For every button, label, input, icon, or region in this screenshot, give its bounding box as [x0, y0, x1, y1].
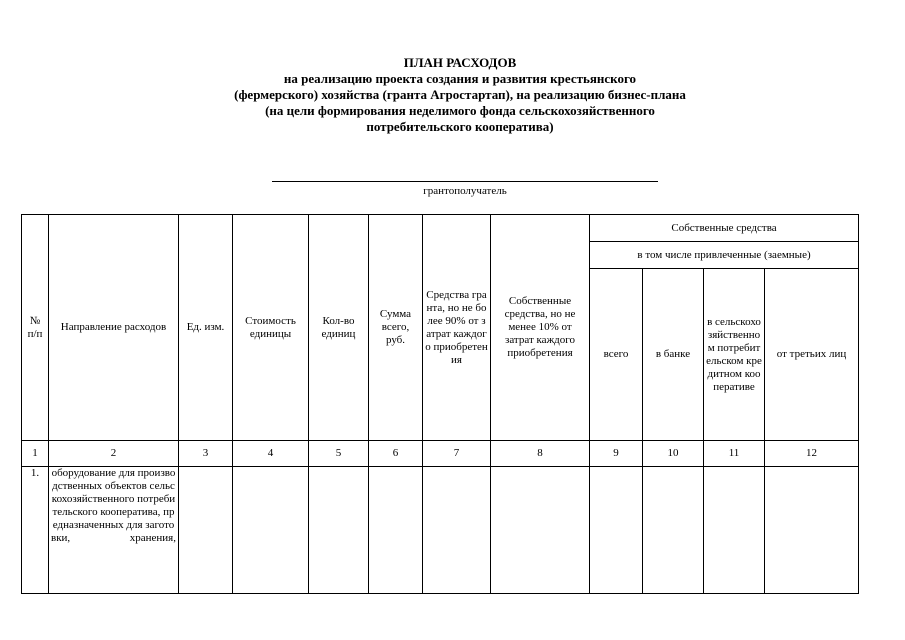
column-number: 10	[643, 441, 704, 467]
row-cell-quantity[interactable]	[309, 467, 369, 594]
header-total: Сумма всего, руб.	[369, 215, 423, 441]
document-title	[150, 55, 770, 135]
header-borrowed-total: всего	[590, 269, 643, 441]
column-number: 2	[49, 441, 179, 467]
header-borrowed-coop: в сельскохозяйственном потребительском кредитном кооперативе	[704, 269, 765, 441]
row-cell-total[interactable]	[369, 467, 423, 594]
row-cell-borrowed-bank[interactable]	[643, 467, 704, 594]
column-number: 6	[369, 441, 423, 467]
column-number: 12	[765, 441, 859, 467]
column-number: 11	[704, 441, 765, 467]
table-row	[22, 467, 859, 594]
header-grant: Средства гранта, но не более 90% от затрат каждого приобретения	[423, 215, 491, 441]
header-unit: Ед. изм.	[179, 215, 233, 441]
column-number: 4	[233, 441, 309, 467]
row-number: 1.	[22, 467, 49, 594]
title-line-5: потребительского кооператива)	[366, 119, 554, 134]
row-cell-borrowed-total[interactable]	[590, 467, 643, 594]
row-cell-own-funds[interactable]	[491, 467, 590, 594]
title-line-4: (на цели формирования неделимого фонда сельскохозяйственного	[265, 103, 655, 118]
header-borrowed-group: в том числе привлеченные (заемные)	[590, 242, 859, 269]
row-cell-unit-cost[interactable]	[233, 467, 309, 594]
column-number: 8	[491, 441, 590, 467]
recipient-label: грантополучатель	[423, 185, 507, 197]
header-direction: Направление расходов	[49, 215, 179, 441]
row-cell-unit[interactable]	[179, 467, 233, 594]
row-direction: оборудование для производственных объектов сельскохозяйственного потребительского кооператива, предназначенных для заготовки, хранения,	[49, 467, 179, 594]
header-num: № п/п	[22, 215, 49, 441]
header-borrowed-bank: в банке	[643, 269, 704, 441]
title-line-2: на реализацию проекта создания и развития крестьянского	[283, 71, 637, 86]
column-number: 3	[179, 441, 233, 467]
header-own-funds: Собственные средства, но не менее 10% от затрат каждого приобретения	[491, 215, 590, 441]
header-quantity: Кол-во единиц	[309, 215, 369, 441]
row-cell-grant[interactable]	[423, 467, 491, 594]
header-own-group: Собственные средства	[590, 215, 859, 242]
title-line-3: (фермерского) хозяйства (гранта Агростартап), на реализацию бизнес-плана	[234, 87, 686, 102]
row-cell-borrowed-coop[interactable]	[704, 467, 765, 594]
column-number: 9	[590, 441, 643, 467]
column-number: 7	[423, 441, 491, 467]
recipient-signature-line	[272, 181, 658, 182]
row-cell-borrowed-third[interactable]	[765, 467, 859, 594]
header-borrowed-third: от третьих лиц	[765, 269, 859, 441]
title-line-1: ПЛАН РАСХОДОВ	[403, 55, 517, 70]
header-unit-cost: Стоимость единицы	[233, 215, 309, 441]
expense-plan-table	[21, 214, 859, 594]
column-number: 5	[309, 441, 369, 467]
column-number: 1	[22, 441, 49, 467]
